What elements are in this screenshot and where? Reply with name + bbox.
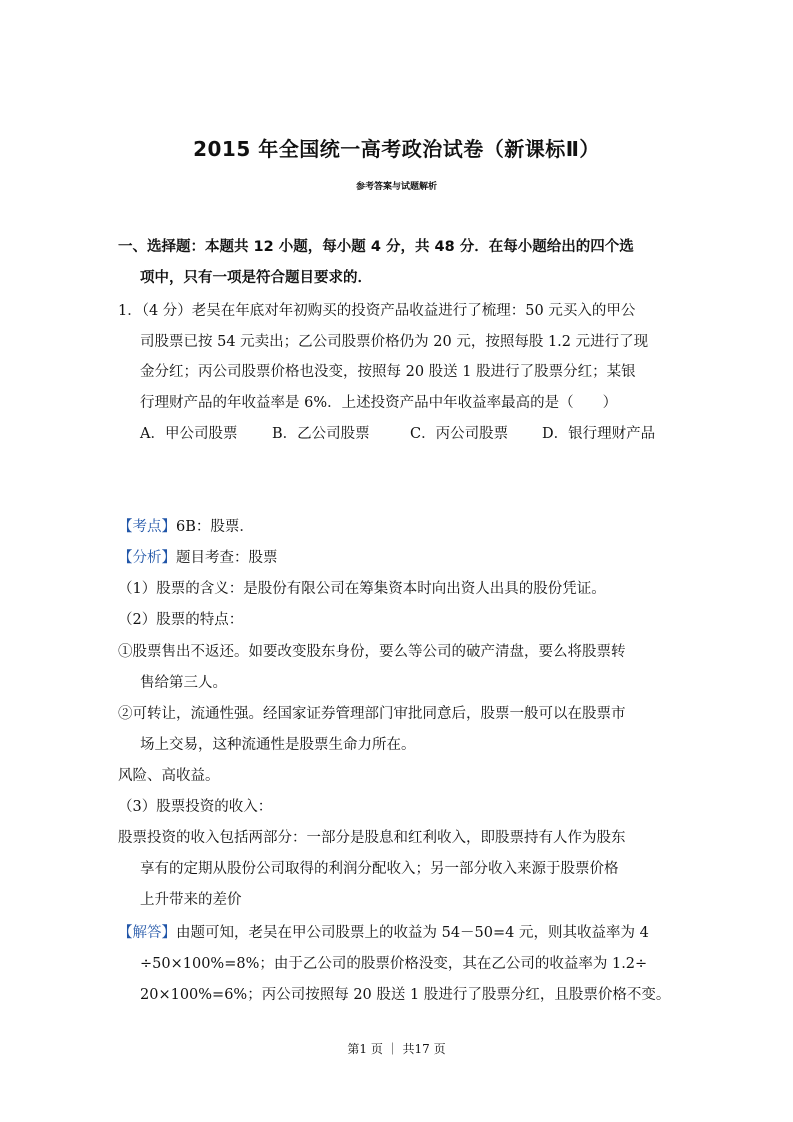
kaodian-line <box>118 517 254 537</box>
section-heading-cont: 项中，只有一项是符合题目要求的． <box>140 270 372 286</box>
page-title: 2015 年全国统一高考政治试卷（新课标Ⅱ） <box>193 137 600 161</box>
analysis-paragraph: （2）股票的特点： <box>118 612 244 628</box>
option-d: D．银行理财产品 <box>542 426 656 442</box>
question-text: 金分红；丙公司股票价格也没变，按照每 20 股送 1 股进行了股票分红；某银 <box>140 364 636 380</box>
option-b: B．乙公司股票 <box>272 426 370 442</box>
page-subtitle: 参考答案与试题解析 <box>355 182 437 192</box>
fenxi-tag: 【分析】 <box>118 550 176 566</box>
question-text: 行理财产品的年收益率是 6%．上述投资产品中年收益率最高的是（ ） <box>140 395 618 411</box>
fenxi-line <box>118 548 278 568</box>
question-text: 司股票已按 54 元卖出；乙公司股票价格仍为 20 元，按照每股 1.2 元进行了现 <box>140 334 649 350</box>
kaodian-tag: 【考点】 <box>118 519 176 535</box>
option-c: C．丙公司股票 <box>410 426 509 442</box>
option-a: A．甲公司股票 <box>140 426 238 442</box>
analysis-paragraph: 上升带来的差价 <box>140 892 242 908</box>
analysis-paragraph: （3）股票投资的收入： <box>118 799 273 815</box>
jieda-tag: 【解答】 <box>118 925 176 941</box>
analysis-paragraph: ②可转让，流通性强。经国家证券管理部门审批同意后，股票一般可以在股票市 <box>118 706 626 722</box>
analysis-paragraph: 场上交易，这种流通性是股票生命力所在。 <box>140 737 416 753</box>
fenxi-text: 题目考查：股票 <box>176 550 278 566</box>
question-text: 1．（4 分）老吴在年底对年初购买的投资产品收益进行了梳理：50 元买入的甲公 <box>118 303 636 319</box>
analysis-paragraph: 享有的定期从股份公司取得的利润分配收入；另一部分收入来源于股票价格 <box>140 861 619 877</box>
section-heading: 一、选择题：本题共 12 小题，每小题 4 分，共 48 分．在每小题给出的四个选 <box>118 239 634 255</box>
answer-options <box>140 424 655 444</box>
kaodian-text: 6B：股票． <box>176 519 254 535</box>
jieda-text-cont: 20×100%=6%；丙公司按照每 20 股送 1 股进行了股票分红，且股票价格不变。 <box>140 987 671 1003</box>
jieda-text: 由题可知，老吴在甲公司股票上的收益为 54－50=4 元，则其收益率为 4 <box>176 925 649 941</box>
analysis-paragraph: （1）股票的含义：是股份有限公司在筹集资本时向出资人出具的股份凭证。 <box>118 581 606 597</box>
analysis-paragraph: 股票投资的收入包括两部分：一部分是股息和红利收入，即股票持有人作为股东 <box>118 830 626 846</box>
analysis-paragraph: ①股票售出不返还。如要改变股东身份，要么等公司的破产清盘，要么将股票转 <box>118 644 626 660</box>
jieda-line <box>118 923 649 943</box>
jieda-text-cont: ÷50×100%=8%；由于乙公司的股票价格没变，其在乙公司的收益率为 1.2÷ <box>140 956 648 972</box>
analysis-paragraph: 售给第三人。 <box>140 675 227 691</box>
analysis-paragraph: 风险、高收益。 <box>118 768 220 784</box>
page-footer: 第1 页 ｜ 共17 页 <box>347 1042 446 1056</box>
